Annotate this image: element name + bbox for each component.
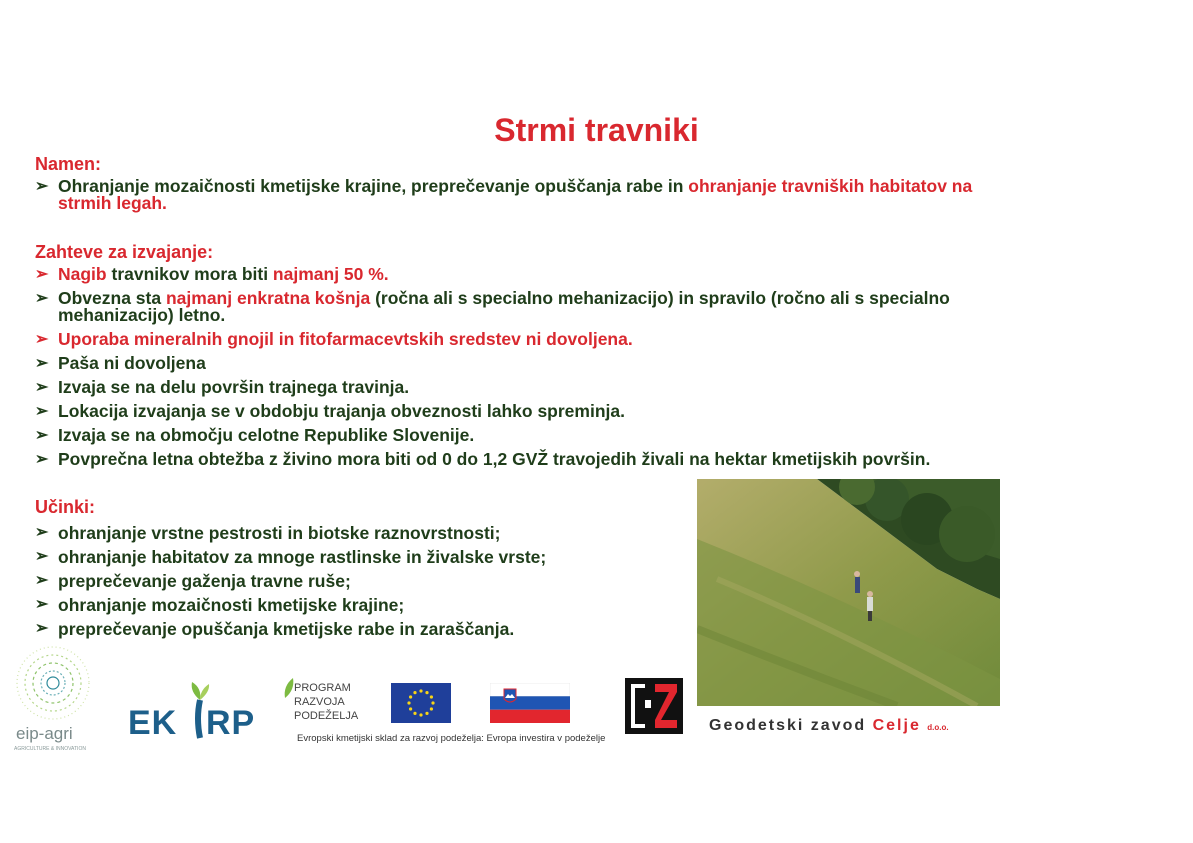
zahteve-list xyxy=(35,266,1115,468)
ucinki-heading: Učinki: xyxy=(35,497,96,517)
list-item: ➢ Obvezna sta najmanj enkratna košnja (ročna ali s specialno mehanizacijo) in spravilo (ročno ali s specialno mehanizacijo) letno. xyxy=(35,288,950,325)
zahteve-heading: Zahteve za izvajanje: xyxy=(35,242,214,262)
list-item: ➢ Lokacija izvajanja se v obdobju trajanja obveznosti lahko spreminja. xyxy=(35,401,625,421)
list-item: ➢ ohranjanje vrstne pestrosti in biotske raznovrstnosti; xyxy=(35,523,501,543)
list-item: ➢ Povprečna letna obtežba z živino mora biti od 0 do 1,2 GVŽ travojedih živali na hektar kmetijskih površin. xyxy=(35,449,931,469)
list-item: ➢ Nagib travnikov mora biti najmanj 50 %. xyxy=(35,264,389,284)
arrow-bullet-icon: ➢ xyxy=(35,524,49,541)
namen-item: ➢ Ohranjanje mozaičnosti kmetijske krajine, preprečevanje opuščanja rabe in ohranjanje travniških habitatov na strmih legah. xyxy=(35,176,973,213)
arrow-bullet-icon: ➢ xyxy=(35,355,49,372)
arrow-bullet-icon: ➢ xyxy=(35,290,49,307)
arrow-bullet-icon: ➢ xyxy=(35,451,49,468)
list-item: ➢ preprečevanje gaženja travne ruše; xyxy=(35,571,351,591)
ekrp-logo xyxy=(128,676,256,746)
namen-list xyxy=(35,178,1115,212)
steep-meadow-photo xyxy=(697,479,1000,706)
eu-flag-icon xyxy=(391,683,451,723)
arrow-bullet-icon: ➢ xyxy=(35,266,49,283)
list-item: ➢ ohranjanje mozaičnosti kmetijske krajine; xyxy=(35,595,405,615)
arrow-bullet-icon: ➢ xyxy=(35,379,49,396)
ekrp-text-left: EK xyxy=(128,704,178,742)
eip-agri-sub: AGRICULTURE & INNOVATION xyxy=(14,746,86,752)
list-item: ➢ preprečevanje opuščanja kmetijske rabe in zaraščanja. xyxy=(35,619,515,639)
slovenia-flag-icon xyxy=(490,683,570,723)
arrow-bullet-icon: ➢ xyxy=(35,427,49,444)
arrow-bullet-icon: ➢ xyxy=(35,548,49,565)
program-subtitle: Evropski kmetijski sklad za razvoj podeželja: Evropa investira v podeželje xyxy=(297,733,606,744)
list-item: ➢ Izvaja se na območju celotne Republike Slovenije. xyxy=(35,425,475,445)
eip-agri-icon xyxy=(6,638,101,728)
arrow-bullet-icon: ➢ xyxy=(35,596,49,613)
eip-agri-name: eip-agri xyxy=(16,724,73,743)
arrow-bullet-icon: ➢ xyxy=(35,331,49,348)
list-item: ➢ ohranjanje habitatov za mnoge rastlinske in živalske vrste; xyxy=(35,547,547,567)
arrow-bullet-icon: ➢ xyxy=(35,178,49,195)
ucinki-list xyxy=(35,521,685,641)
ekrp-text-right: RP xyxy=(206,704,256,742)
page-title: Strmi travniki xyxy=(494,112,699,148)
arrow-bullet-icon: ➢ xyxy=(35,572,49,589)
meadow-image xyxy=(697,479,1000,706)
arrow-bullet-icon: ➢ xyxy=(35,620,49,637)
arrow-bullet-icon: ➢ xyxy=(35,403,49,420)
geodetski-zavod-text: Geodetski zavod Celje d.o.o. xyxy=(709,717,949,734)
list-item: ➢ Paša ni dovoljena xyxy=(35,353,206,373)
list-item: ➢ Uporaba mineralnih gnojil in fitofarmacevtskih sredstev ni dovoljena. xyxy=(35,329,633,349)
namen-heading: Namen: xyxy=(35,154,102,174)
list-item: ➢ Izvaja se na delu površin trajnega travinja. xyxy=(35,377,410,397)
program-razvoja-text: PROGRAM RAZVOJA PODEŽELJA xyxy=(294,682,359,722)
gz-logo-icon xyxy=(625,678,683,734)
eip-agri-logo xyxy=(6,638,101,758)
